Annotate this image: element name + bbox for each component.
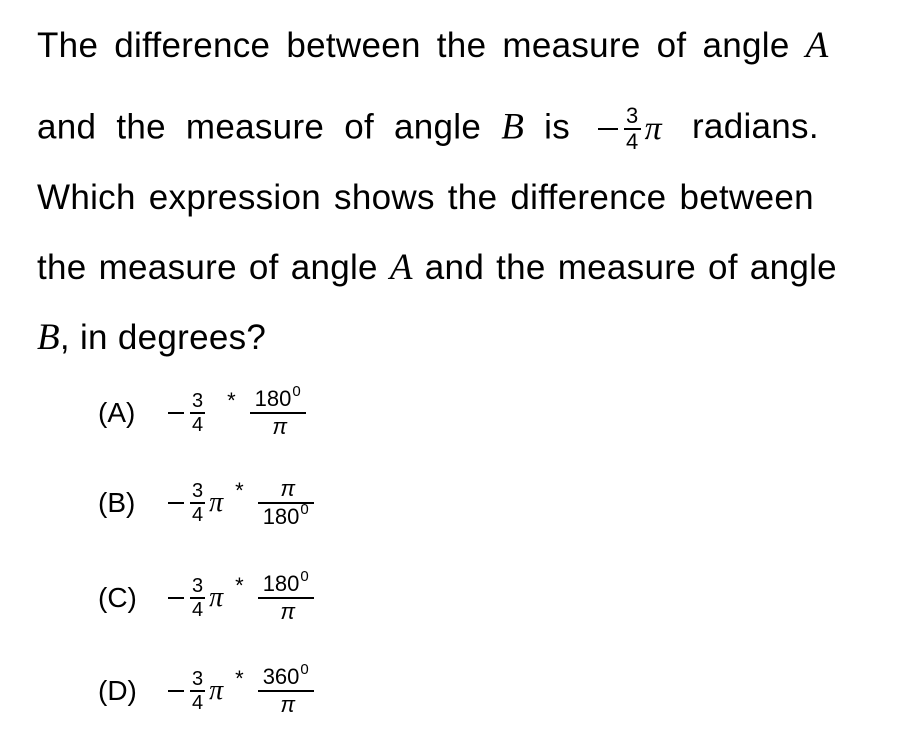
question-line-1 — [37, 26, 829, 66]
radian-denominator: 4 — [626, 129, 639, 154]
pi-symbol: π — [209, 582, 224, 613]
option-c-conv-num — [259, 568, 313, 597]
conv-den-sup: 0 — [300, 501, 309, 518]
option-b-conv-num: π — [280, 476, 296, 501]
conv-den-value: 180 — [262, 504, 300, 529]
angle-a-var: A — [805, 25, 829, 66]
multiply-sign: * — [227, 388, 236, 413]
conv-num-value: 360 — [262, 664, 300, 689]
option-d-conv-den: π — [280, 692, 296, 717]
conv-num-sup: 0 — [300, 661, 309, 678]
option-d-fraction — [190, 668, 205, 714]
option-b-numerator: 3 — [192, 480, 204, 502]
option-a-numerator: 3 — [192, 390, 204, 412]
pi-symbol: π — [209, 487, 224, 518]
multiply-sign: * — [235, 666, 244, 691]
multiply-sign: * — [235, 573, 244, 598]
angle-a-var-2: A — [389, 247, 413, 288]
question-line-2-unit: radians. — [691, 107, 819, 147]
radian-fraction — [624, 104, 641, 154]
option-a-fraction — [190, 390, 205, 436]
option-d-denominator: 4 — [192, 692, 204, 714]
option-a-denominator: 4 — [192, 414, 204, 436]
question-line-2-is: is — [544, 107, 571, 147]
minus-sign — [168, 502, 184, 504]
multiply-sign: * — [235, 478, 244, 503]
minus-sign — [598, 128, 618, 130]
option-c-conv-den: π — [280, 599, 296, 624]
question-line-3-text: Which expression shows the difference between — [37, 178, 814, 217]
question-line-5 — [37, 318, 266, 358]
question-line-4-text-b: and the measure of angle — [424, 248, 837, 287]
option-c-label: (C) — [98, 582, 137, 613]
conv-num-sup: 0 — [292, 383, 301, 400]
option-d[interactable] — [98, 656, 314, 726]
option-d-label: (D) — [98, 675, 137, 706]
minus-sign — [168, 690, 184, 692]
conv-num-value: 180 — [254, 386, 292, 411]
question-line-4 — [37, 248, 837, 288]
option-a-conv-den: π — [272, 414, 288, 439]
conv-num-value: 180 — [262, 571, 300, 596]
radian-numerator: 3 — [626, 103, 639, 128]
option-c-numerator: 3 — [192, 575, 204, 597]
option-d-numerator: 3 — [192, 668, 204, 690]
pi-symbol: π — [209, 675, 224, 706]
option-b-conversion — [258, 476, 314, 530]
option-a-conv-num — [251, 383, 305, 412]
option-a-conversion — [250, 383, 306, 440]
question-line-2-text: and the measure of angle — [37, 107, 482, 147]
question-line-2 — [37, 104, 819, 154]
option-b-label: (B) — [98, 487, 136, 518]
option-c-fraction — [190, 575, 205, 621]
question-line-5-text: , in degrees? — [59, 318, 267, 357]
question-line-1-text: The difference between the measure of angle — [37, 26, 790, 65]
option-a[interactable] — [98, 378, 306, 448]
option-b-fraction — [190, 480, 205, 526]
question-line-4-text: the measure of angle — [37, 248, 378, 287]
question-line-3 — [37, 178, 814, 218]
pi-symbol: π — [644, 110, 662, 147]
angle-b-var-2: B — [37, 317, 60, 358]
option-c-conversion — [258, 568, 314, 625]
angle-b-var: B — [501, 106, 525, 148]
option-d-conv-num — [259, 661, 313, 690]
option-c-denominator: 4 — [192, 599, 204, 621]
option-b-conv-den — [259, 501, 313, 530]
option-b-denominator: 4 — [192, 504, 204, 526]
minus-sign — [168, 412, 184, 414]
minus-sign — [168, 597, 184, 599]
radian-value — [598, 104, 662, 154]
option-d-conversion — [258, 661, 314, 718]
option-a-label: (A) — [98, 397, 136, 428]
conv-num-sup: 0 — [300, 568, 309, 585]
option-c[interactable] — [98, 563, 314, 633]
option-b[interactable] — [98, 468, 314, 538]
